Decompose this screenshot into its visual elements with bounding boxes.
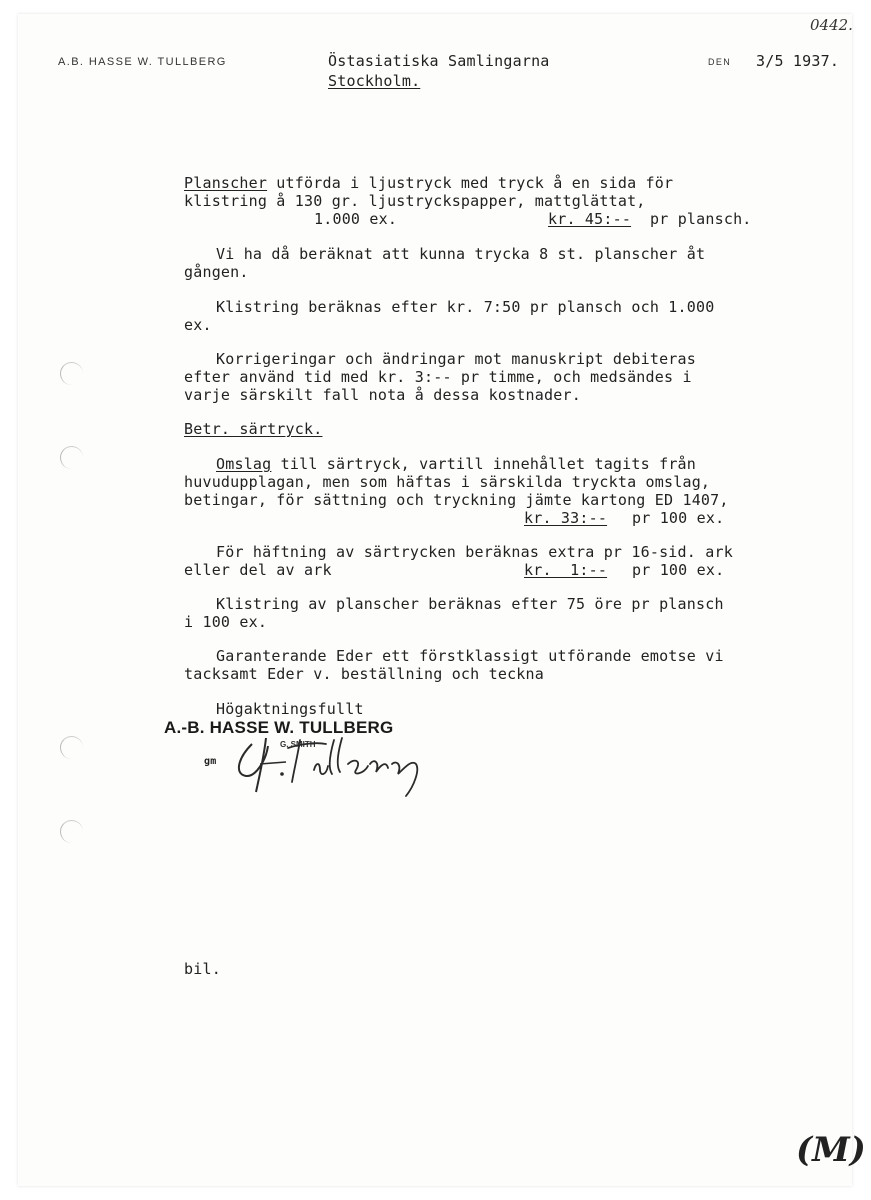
- punch-hole: [60, 362, 83, 385]
- omslag-word: Omslag: [216, 455, 272, 473]
- paragraph-3-line-2: ex.: [184, 316, 212, 334]
- sub-stamp: G. SMITH: [280, 740, 316, 749]
- punch-hole: [60, 446, 83, 469]
- letterhead-company: A.B. HASSE W. TULLBERG: [58, 56, 227, 68]
- paragraph-7-line-1: Klistring av planscher beräknas efter 75 öre pr plansch: [216, 595, 724, 613]
- paragraph-1-line-2: klistring å 130 gr. ljustryckspapper, mattglättat,: [184, 192, 646, 210]
- paragraph-7-line-2: i 100 ex.: [184, 613, 268, 631]
- paragraph-5-line-2: huvudupplagan, men som häftas i särskilda tryckta omslag,: [184, 473, 711, 491]
- paragraph-1-line-1-text: utförda i ljustryck med tryck å en sida för: [267, 174, 674, 192]
- letter-page: [18, 14, 866, 1186]
- paragraph-6-line-1: För häftning av särtrycken beräknas extra pr 16-sid. ark: [216, 543, 733, 561]
- paragraph-4-line-1: Korrigeringar och ändringar mot manuskript debiteras: [216, 350, 696, 368]
- date-label: DEN: [708, 57, 732, 67]
- paragraph-3-line-1: Klistring beräknas efter kr. 7:50 pr plansch och 1.000: [216, 298, 715, 316]
- paragraph-6-line-2: eller del av ark: [184, 561, 332, 579]
- paragraph-8-line-1: Garanterande Eder ett förstklassigt utförande emotse vi: [216, 647, 724, 665]
- recipient-city: Stockholm.: [328, 72, 421, 90]
- signature: [230, 730, 440, 800]
- paragraph-1-unit: pr plansch.: [650, 210, 752, 228]
- paragraph-1-qty: 1.000 ex.: [314, 210, 398, 228]
- company-stamp: A.-B. HASSE W. TULLBERG: [164, 718, 394, 737]
- paragraph-1-line-1: [184, 174, 673, 192]
- gm-mark: gm: [204, 756, 217, 767]
- paragraph-5-line-3: betingar, för sättning och tryckning jämte kartong ED 1407,: [184, 491, 729, 509]
- enclosure-note: bil.: [184, 960, 221, 978]
- paragraph-1-price: kr. 45:--: [548, 210, 632, 228]
- closing-salutation: Högaktningsfullt: [216, 700, 364, 718]
- paragraph-5-line-1-text: till särtryck, vartill innehållet tagits från: [271, 455, 697, 473]
- paragraph-6-unit: pr 100 ex.: [632, 561, 725, 579]
- archive-number: 0442.: [810, 16, 853, 34]
- recipient-name: Östasiatiska Samlingarna: [328, 52, 550, 70]
- paragraph-6-price: kr. 1:--: [524, 561, 608, 579]
- paragraph-8-line-2: tacksamt Eder v. beställning och teckna: [184, 665, 544, 683]
- handwritten-mark: (M): [796, 1130, 866, 1170]
- paragraph-4-line-3: varje särskilt fall nota å dessa kostnader.: [184, 386, 581, 404]
- date-value: 3/5 1937.: [756, 52, 840, 70]
- paragraph-5-unit: pr 100 ex.: [632, 509, 725, 527]
- section-heading: Betr. särtryck.: [184, 420, 323, 438]
- punch-hole: [60, 736, 83, 759]
- paragraph-2-line-2: gången.: [184, 263, 249, 281]
- planscher-word: Planscher: [184, 174, 268, 192]
- punch-hole: [60, 820, 83, 843]
- paragraph-5-price: kr. 33:--: [524, 509, 608, 527]
- paragraph-4-line-2: efter använd tid med kr. 3:-- pr timme, och medsändes i: [184, 368, 692, 386]
- paragraph-5-line-1: [216, 455, 696, 473]
- paragraph-2-line-1: Vi ha då beräknat att kunna trycka 8 st. planscher åt: [216, 245, 706, 263]
